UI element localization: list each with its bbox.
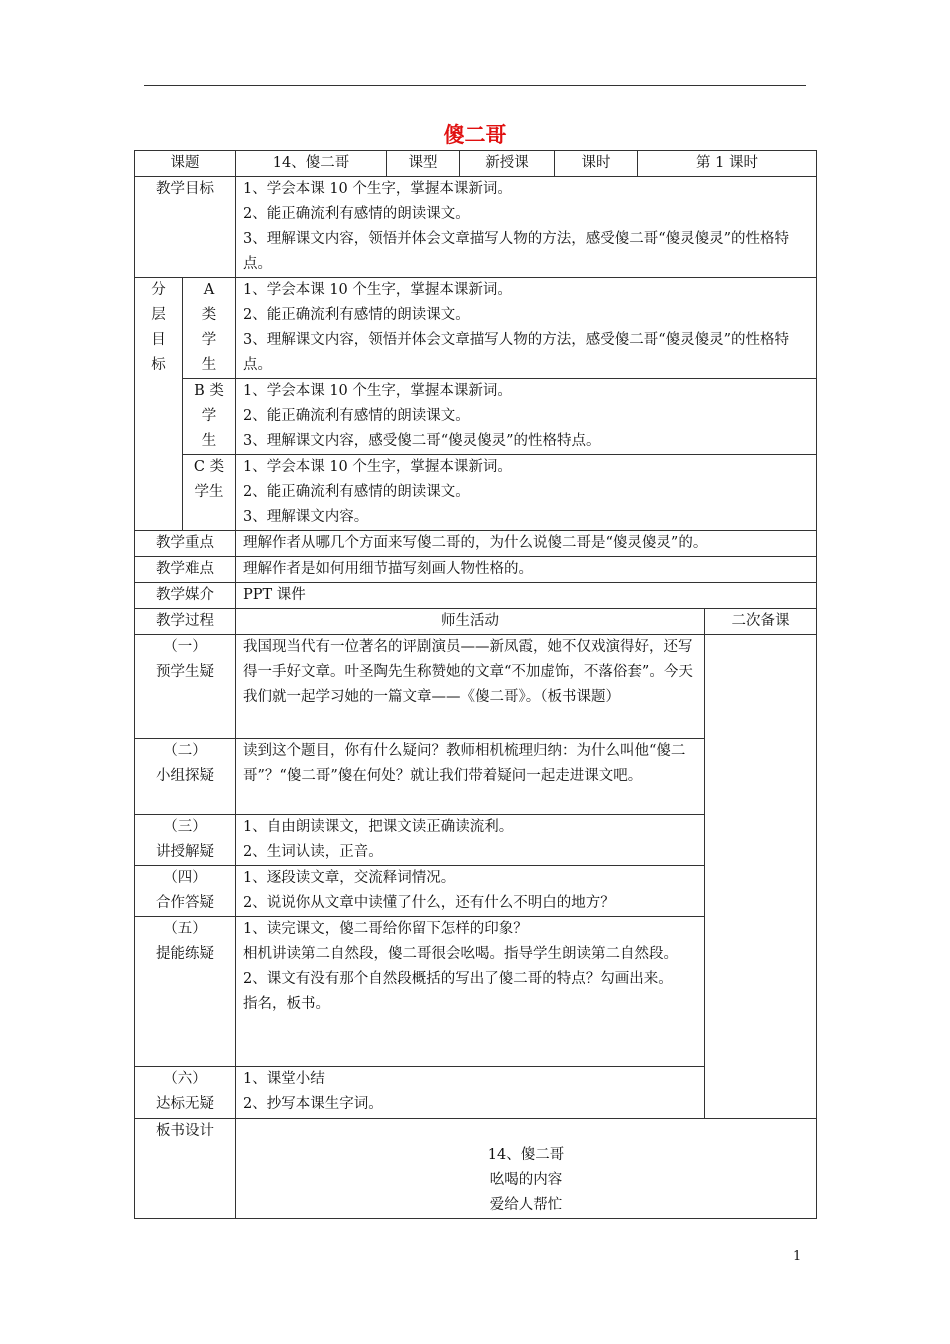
goal-item: 3、理解课文内容，领悟并体会文章描写人物的方法，感受傻二哥“傻灵傻灵”的性格特点。 — [243, 231, 790, 272]
tier-a-row — [135, 278, 817, 379]
media-value: PPT 课件 — [236, 583, 817, 609]
board-content: 14、傻二哥 吆喝的内容 爱给人帮忙 — [236, 1119, 817, 1219]
tier-c-row — [135, 455, 817, 531]
difficulty-label: 教学难点 — [135, 557, 236, 583]
key-point-row — [135, 531, 817, 557]
goals-label: 教学目标 — [135, 177, 236, 278]
step-label: （五） 提能练疑 — [135, 917, 236, 1067]
type-label: 课型 — [387, 151, 460, 177]
lesson-plan-table — [134, 150, 817, 1219]
tier-a-label: A 类 学 生 — [183, 278, 236, 379]
tier-b-label: B 类 学 生 — [183, 379, 236, 455]
key-point-value: 理解作者从哪几个方面来写傻二哥的，为什么说傻二哥是“傻灵傻灵”的。 — [236, 531, 817, 557]
tier-b-content: 1、学会本课 10 个生字，掌握本课新词。 2、能正确流利有感情的朗读课文。 3、理解课文内容，感受傻二哥“傻灵傻灵”的性格特点。 — [236, 379, 817, 455]
period-value: 第 1 课时 — [638, 151, 817, 177]
step-content: 1、自由朗读课文，把课文读正确读流利。 2、生词认读，正音。 — [236, 815, 705, 866]
step-row — [135, 635, 817, 739]
media-row — [135, 583, 817, 609]
step-content: 1、读完课文，傻二哥给你留下怎样的印象？ 相机讲读第二自然段，傻二哥很会吆喝。指导学生朗读第二自然段。 2、课文有没有那个自然段概括的写出了傻二哥的特点？勾画出来。 指名，板书。 — [236, 917, 705, 1067]
step-content: 读到这个题目，你有什么疑问？教师相机梳理归纳：为什么叫他“傻二哥”？“傻二哥”傻在何处？就让我们带着疑问一起走进课文吧。 — [236, 739, 705, 815]
activity-header: 师生活动 — [236, 609, 705, 635]
header-rule — [144, 85, 806, 86]
step-label: （一） 预学生疑 — [135, 635, 236, 739]
media-label: 教学媒介 — [135, 583, 236, 609]
board-label: 板书设计 — [135, 1119, 236, 1219]
step-content: 1、课堂小结 2、抄写本课生字词。 — [236, 1067, 705, 1119]
topic-label: 课题 — [135, 151, 236, 177]
notes-header: 二次备课 — [705, 609, 817, 635]
step-content: 1、逐段读文章，交流释词情况。 2、说说你从文章中读懂了什么，还有什么不明白的地方？ — [236, 866, 705, 917]
topic-value: 14、傻二哥 — [236, 151, 387, 177]
difficulty-value: 理解作者是如何用细节描写刻画人物性格的。 — [236, 557, 817, 583]
step-label: （二） 小组探疑 — [135, 739, 236, 815]
step-label: （四） 合作答疑 — [135, 866, 236, 917]
tier-a-content: 1、学会本课 10 个生字，掌握本课新词。 2、能正确流利有感情的朗读课文。 3、理解课文内容，领悟并体会文章描写人物的方法，感受傻二哥“傻灵傻灵”的性格特点。 — [236, 278, 817, 379]
tiered-goals-label: 分 层 目 标 — [135, 278, 183, 531]
document-title: 傻二哥 — [443, 122, 507, 147]
process-header-row — [135, 609, 817, 635]
tier-c-label: C 类 学生 — [183, 455, 236, 531]
key-point-label: 教学重点 — [135, 531, 236, 557]
board-row — [135, 1119, 817, 1219]
revision-notes-cell — [705, 635, 817, 1119]
step-label: （六） 达标无疑 — [135, 1067, 236, 1119]
period-label: 课时 — [555, 151, 638, 177]
step-label: （三） 讲授解疑 — [135, 815, 236, 866]
type-value: 新授课 — [460, 151, 555, 177]
goal-item: 1、学会本课 10 个生字，掌握本课新词。 — [243, 181, 512, 197]
step-content: 我国现当代有一位著名的评剧演员——新凤霞，她不仅戏演得好，还写得一手好文章。叶圣陶先生称赞她的文章“不加虚饰，不落俗套”。今天我们就一起学习她的一篇文章——《傻二哥》。（板书课题） — [236, 635, 705, 739]
goals-row — [135, 177, 817, 278]
header-row — [135, 151, 817, 177]
tier-b-row — [135, 379, 817, 455]
tier-c-content: 1、学会本课 10 个生字，掌握本课新词。 2、能正确流利有感情的朗读课文。 3、理解课文内容。 — [236, 455, 817, 531]
goal-item: 2、能正确流利有感情的朗读课文。 — [243, 206, 470, 222]
process-label: 教学过程 — [135, 609, 236, 635]
difficulty-row — [135, 557, 817, 583]
goals-content — [236, 177, 817, 278]
page-number: 1 — [793, 1249, 802, 1264]
